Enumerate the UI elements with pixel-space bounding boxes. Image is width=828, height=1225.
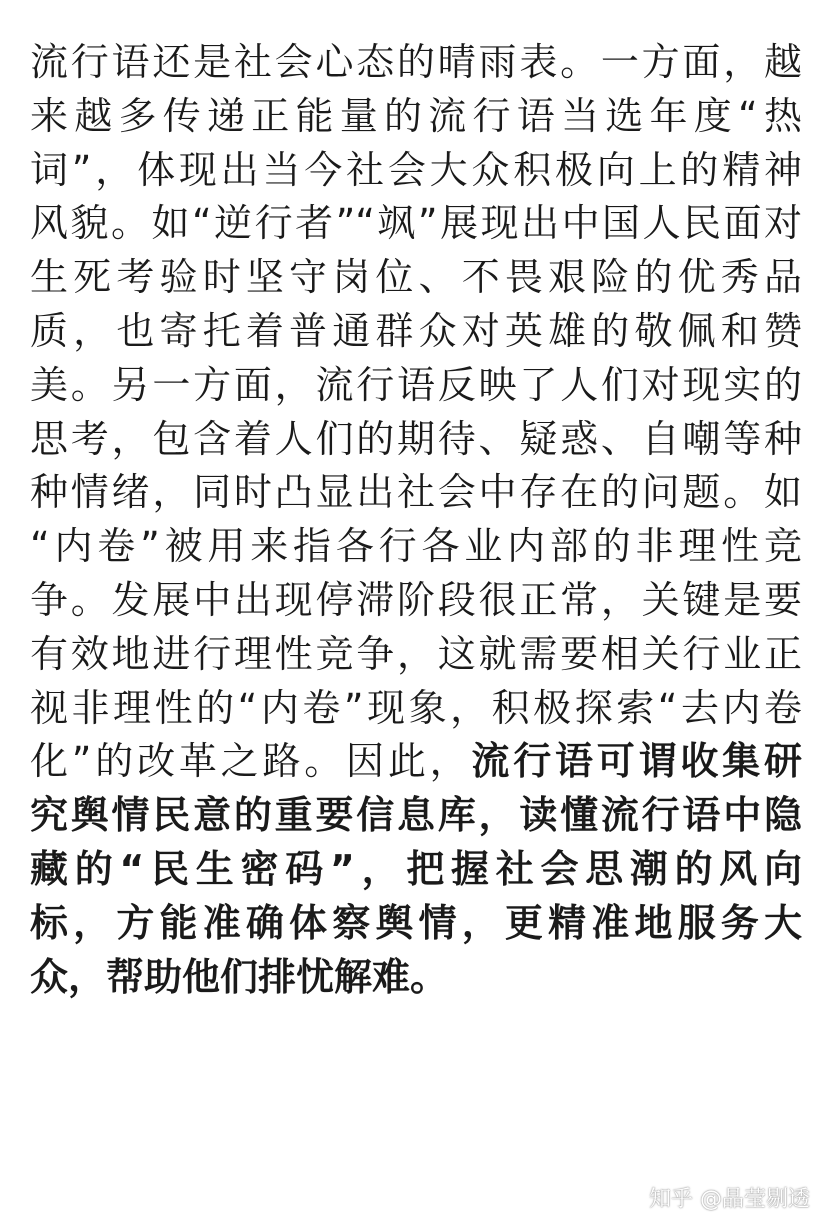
line-text: 争。发展中出现停滞阶段很正常，关键是要 xyxy=(30,577,802,622)
article-line xyxy=(30,789,802,843)
line-bold-text: 众，帮助他们排忧解难。 xyxy=(30,954,449,999)
article-line xyxy=(30,735,802,789)
zhihu-watermark: 知乎 @晶莹剔透 xyxy=(649,1187,810,1212)
line-text: 来越多传递正能量的流行语当选年度“热 xyxy=(30,93,802,138)
line-text: 化”的改革之路。因此， xyxy=(30,739,472,784)
line-text: 视非理性的“内卷”现象，积极探索“去内卷 xyxy=(30,685,802,730)
line-text: 生死考验时坚守岗位、不畏艰险的优秀品 xyxy=(30,255,802,300)
line-text: 思考，包含着人们的期待、疑惑、自嘲等种 xyxy=(30,416,802,461)
article-line xyxy=(30,628,802,682)
line-text: 质，也寄托着普通群众对英雄的敬佩和赞 xyxy=(30,308,802,353)
article-line xyxy=(30,305,802,359)
article-line xyxy=(30,682,802,736)
line-text: 种情绪，同时凸显出社会中存在的问题。如 xyxy=(30,470,802,515)
article-line xyxy=(30,251,802,305)
article-line xyxy=(30,197,802,251)
article-body xyxy=(30,36,802,1004)
article-line-last xyxy=(30,951,802,1005)
line-text: 词”，体现出当今社会大众积极向上的精神 xyxy=(30,147,802,192)
line-text: 风貌。如“逆行者”“飒”展现出中国人民面对 xyxy=(30,201,802,246)
article-line xyxy=(30,897,802,951)
line-text: 美。另一方面，流行语反映了人们对现实的 xyxy=(30,362,802,407)
line-text: 有效地进行理性竞争，这就需要相关行业正 xyxy=(30,631,802,676)
article-line xyxy=(30,520,802,574)
article-line xyxy=(30,413,802,467)
line-bold-text: 标，方能准确体察舆情，更精准地服务大 xyxy=(30,900,802,945)
article-line xyxy=(30,843,802,897)
article-line xyxy=(30,90,802,144)
line-bold-text: 藏的“民生密码”，把握社会思潮的风向 xyxy=(30,846,802,891)
line-bold-text: 究舆情民意的重要信息库，读懂流行语中隐 xyxy=(30,793,802,838)
article-line xyxy=(30,144,802,198)
article-line xyxy=(30,466,802,520)
article-line xyxy=(30,36,802,90)
line-text: 流行语还是社会心态的晴雨表。一方面，越 xyxy=(30,40,802,84)
article-line xyxy=(30,359,802,413)
line-text: “内卷”被用来指各行各业内部的非理性竞 xyxy=(30,524,802,569)
line-bold-text: 流行语可谓收集研 xyxy=(471,739,802,784)
article-line xyxy=(30,574,802,628)
